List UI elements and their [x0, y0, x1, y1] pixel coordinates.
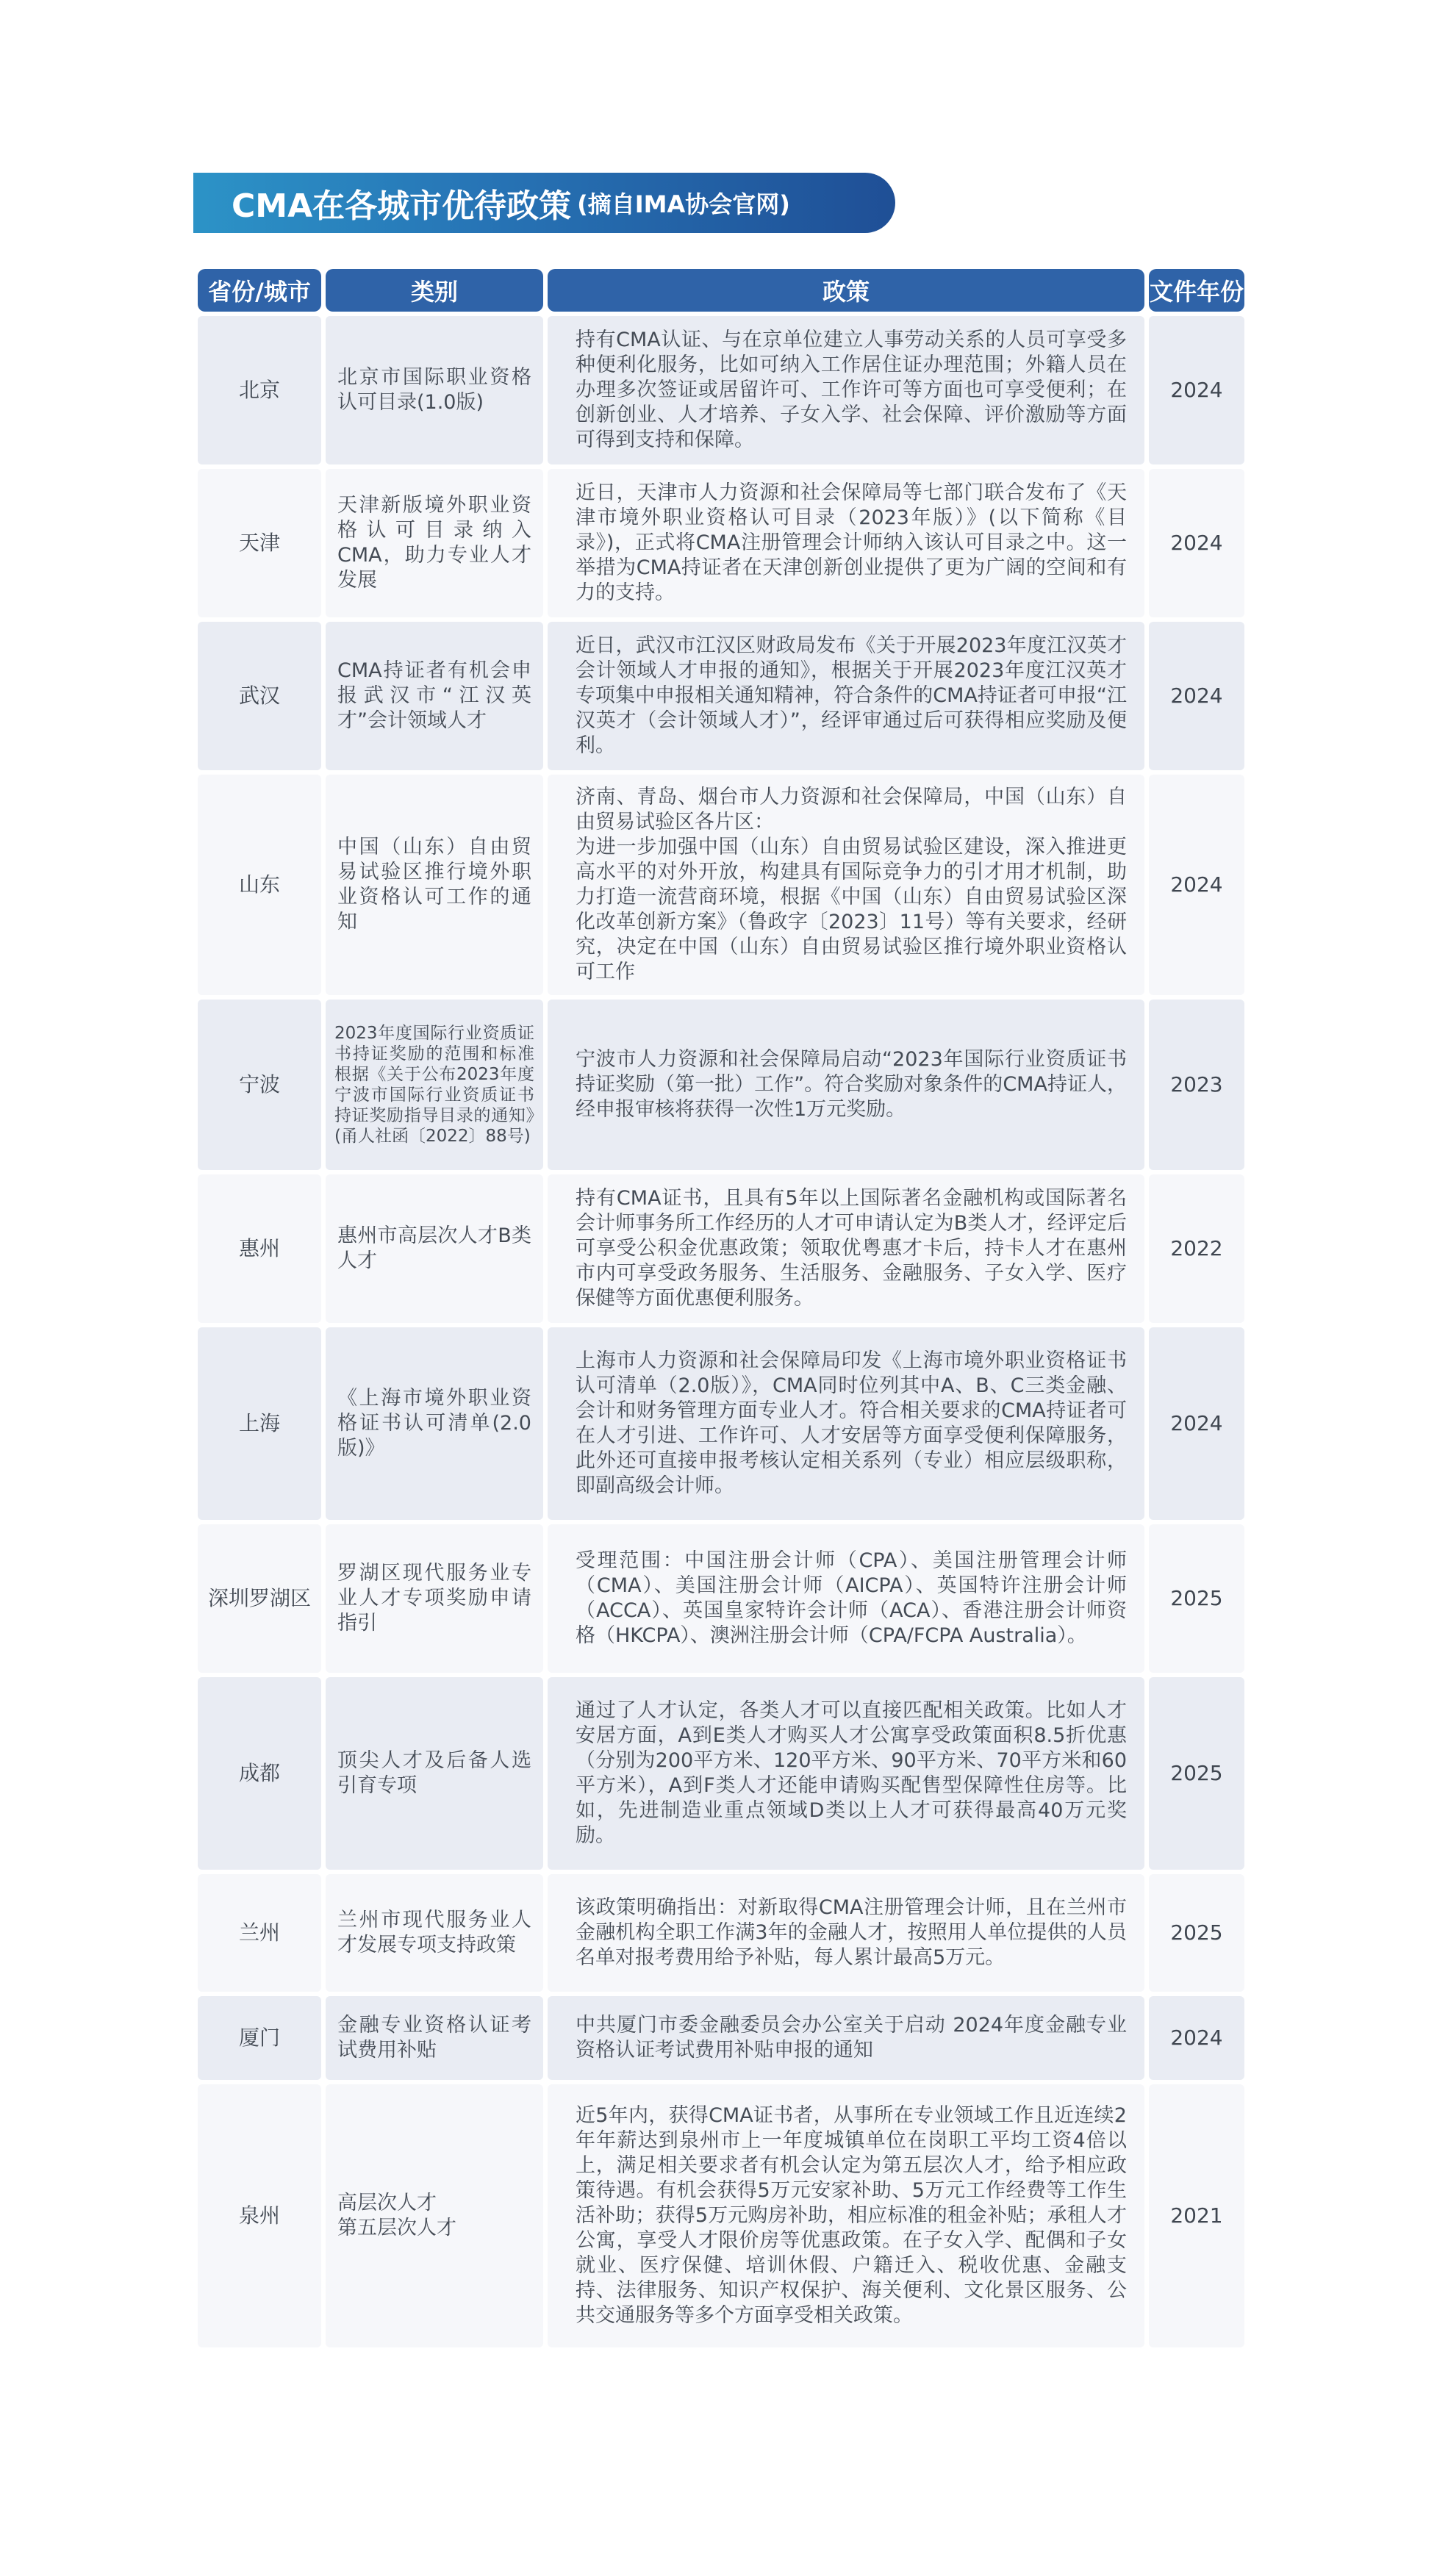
category-cell: 天津新版境外职业资格认可目录纳入CMA，助力专业人才发展 [326, 469, 543, 617]
policy-cell: 中共厦门市委金融委员会办公室关于启动 2024年度金融专业资格认证考试费用补贴申报的通知 [548, 1996, 1144, 2080]
category-cell: 北京市国际职业资格认可目录(1.0版) [326, 316, 543, 464]
city-cell: 厦门 [198, 1996, 321, 2080]
category-cell: 2023年度国际行业资质证书持证奖励的范围和标准根据《关于公布2023年度宁波市国际行业资质证书持证奖励指导目录的通知》(甬人社函〔2022〕88号) [326, 1000, 543, 1170]
year-cell: 2024 [1149, 469, 1244, 617]
year-cell: 2022 [1149, 1174, 1244, 1323]
table-row [198, 775, 1244, 995]
year-cell: 2021 [1149, 2084, 1244, 2347]
header-city: 省份/城市 [198, 269, 321, 312]
category-cell: 惠州市高层次人才B类人才 [326, 1174, 543, 1323]
page-title: CMA在各城市优待政策 [232, 187, 572, 225]
table-header-row [198, 269, 1244, 312]
category-cell: 中国（山东）自由贸易试验区推行境外职业资格认可工作的通知 [326, 775, 543, 995]
city-cell: 宁波 [198, 1000, 321, 1170]
category-cell: 《上海市境外职业资格证书认可清单(2.0版)》 [326, 1327, 543, 1520]
city-cell: 北京 [198, 316, 321, 464]
year-cell: 2024 [1149, 1327, 1244, 1520]
year-cell: 2024 [1149, 775, 1244, 995]
policy-cell: 通过了人才认定，各类人才可以直接匹配相关政策。比如人才安居方面，A到E类人才购买人才公寓享受政策面积8.5折优惠（分别为200平方米、120平方米、90平方米、70平方米和60平方米），A到F类人才还能申请购买配售型保障性住房等。比如，先进制造业重点领域D类以上人才可获得最高40万元奖励。 [548, 1677, 1144, 1870]
title-source: (摘自IMA协会官网) [577, 190, 790, 218]
city-cell: 惠州 [198, 1174, 321, 1323]
city-cell: 泉州 [198, 2084, 321, 2347]
header-policy: 政策 [548, 269, 1144, 312]
policy-cell: 上海市人力资源和社会保障局印发《上海市境外职业资格证书认可清单（2.0版）》，CMA同时位列其中A、B、C三类金融、会计和财务管理方面专业人才。符合相关要求的CMA持证者可在人才引进、工作许可、人才安居等方面享受便利保障服务，此外还可直接申报考核认定相关系列（专业）相应层级职称，即副高级会计师。 [548, 1327, 1144, 1520]
year-cell: 2024 [1149, 622, 1244, 770]
policy-cell: 受理范围：中国注册会计师（CPA）、美国注册管理会计师（CMA）、美国注册会计师（AICPA）、英国特许注册会计师（ACCA）、英国皇家特许会计师（ACA）、香港注册会计师资格（HKCPA）、澳洲注册会计师（CPA/FCPA Australia）。 [548, 1524, 1144, 1673]
table-row [198, 2084, 1244, 2347]
policy-table [193, 265, 1249, 2352]
table-row [198, 469, 1244, 617]
policy-cell: 近日，武汉市江汉区财政局发布《关于开展2023年度江汉英才会计领域人才申报的通知》，根据关于开展2023年度江汉英才专项集中申报相关通知精神，符合条件的CMA持证者可申报“江汉英才（会计领域人才）”，经评审通过后可获得相应奖励及便利。 [548, 622, 1144, 770]
category-cell: 金融专业资格认证考试费用补贴 [326, 1996, 543, 2080]
city-cell: 武汉 [198, 622, 321, 770]
year-cell: 2025 [1149, 1874, 1244, 1992]
policy-cell: 持有CMA证书，且具有5年以上国际著名金融机构或国际著名会计师事务所工作经历的人才可申请认定为B类人才，经评定后可享受公积金优惠政策；领取优粤惠才卡后，持卡人才在惠州市内可享受政务服务、生活服务、金融服务、子女入学、医疗保健等方面优惠便利服务。 [548, 1174, 1144, 1323]
header-category: 类别 [326, 269, 543, 312]
policy-cell: 近5年内，获得CMA证书者，从事所在专业领域工作且近连续2年年薪达到泉州市上一年度城镇单位在岗职工平均工资4倍以上，满足相关要求者有机会认定为第五层次人才，给予相应政策待遇。有机会获得5万元安家补助、5万元工作经费等工作生活补助；获得5万元购房补助，相应标准的租金补贴；承租人才公寓，享受人才限价房等优惠政策。在子女入学、配偶和子女就业、医疗保健、培训休假、户籍迁入、税收优惠、金融支持、法律服务、知识产权保护、海关便利、文化景区服务、公共交通服务等多个方面享受相关政策。 [548, 2084, 1144, 2347]
year-cell: 2024 [1149, 1996, 1244, 2080]
policy-cell: 济南、青岛、烟台市人力资源和社会保障局，中国（山东）自由贸易试验区各片区： 为进一步加强中国（山东）自由贸易试验区建设，深入推进更高水平的对外开放，构建具有国际竞争力的引才用才机制，助力打造一流营商环境，根据《中国（山东）自由贸易试验区深化改革创新方案》（鲁政字〔2023〕11号）等有关要求，经研究，决定在中国（山东）自由贸易试验区推行境外职业资格认可工作 [548, 775, 1144, 995]
category-cell: 兰州市现代服务业人才发展专项支持政策 [326, 1874, 543, 1992]
category-cell: 罗湖区现代服务业专业人才专项奖励申请指引 [326, 1524, 543, 1673]
year-cell: 2025 [1149, 1677, 1244, 1870]
header-year: 文件年份 [1149, 269, 1244, 312]
policy-cell: 该政策明确指出：对新取得CMA注册管理会计师，且在兰州市金融机构全职工作满3年的金融人才，按照用人单位提供的人员名单对报考费用给予补贴，每人累计最高5万元。 [548, 1874, 1144, 1992]
table-row [198, 1996, 1244, 2080]
category-cell: 高层次人才 第五层次人才 [326, 2084, 543, 2347]
year-cell: 2024 [1149, 316, 1244, 464]
table-row [198, 316, 1244, 464]
city-cell: 上海 [198, 1327, 321, 1520]
title-banner [193, 173, 895, 233]
table-row [198, 1677, 1244, 1870]
table-row [198, 1874, 1244, 1992]
table-row [198, 1524, 1244, 1673]
table-row [198, 1174, 1244, 1323]
category-cell: CMA持证者有机会申报武汉市“江汉英才”会计领域人才 [326, 622, 543, 770]
city-cell: 成都 [198, 1677, 321, 1870]
city-cell: 天津 [198, 469, 321, 617]
city-cell: 山东 [198, 775, 321, 995]
table-row [198, 1327, 1244, 1520]
year-cell: 2023 [1149, 1000, 1244, 1170]
policy-cell: 近日，天津市人力资源和社会保障局等七部门联合发布了《天津市境外职业资格认可目录（2023年版）》(以下简称《目录》)，正式将CMA注册管理会计师纳入该认可目录之中。这一举措为CMA持证者在天津创新创业提供了更为广阔的空间和有力的支持。 [548, 469, 1144, 617]
city-cell: 兰州 [198, 1874, 321, 1992]
category-cell: 顶尖人才及后备人选引育专项 [326, 1677, 543, 1870]
policy-cell: 持有CMA认证、与在京单位建立人事劳动关系的人员可享受多种便利化服务，比如可纳入工作居住证办理范围；外籍人员在办理多次签证或居留许可、工作许可等方面也可享受便利；在创新创业、人才培养、子女入学、社会保障、评价激励等方面可得到支持和保障。 [548, 316, 1144, 464]
policy-cell: 宁波市人力资源和社会保障局启动“2023年国际行业资质证书持证奖励（第一批）工作”。符合奖励对象条件的CMA持证人，经申报审核将获得一次性1万元奖励。 [548, 1000, 1144, 1170]
city-cell: 深圳罗湖区 [198, 1524, 321, 1673]
table-row [198, 1000, 1244, 1170]
table-row [198, 622, 1244, 770]
year-cell: 2025 [1149, 1524, 1244, 1673]
